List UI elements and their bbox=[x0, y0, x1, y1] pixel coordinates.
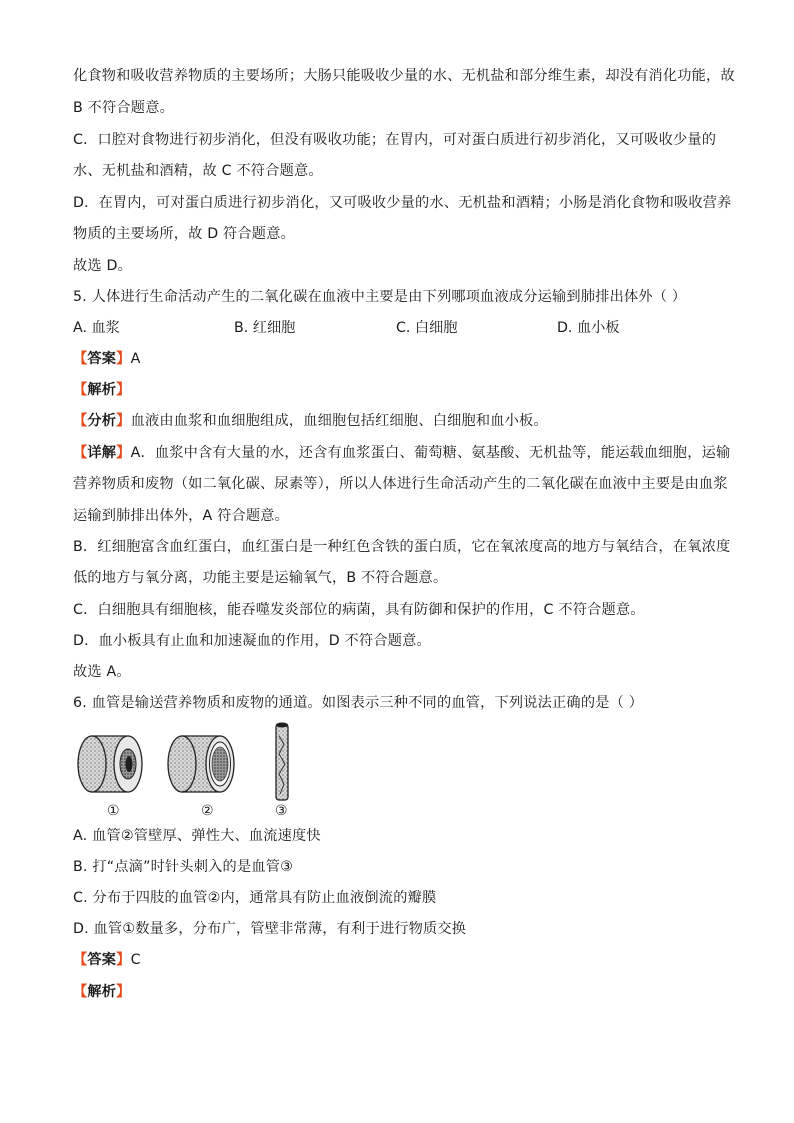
text-line: 化食物和吸收营养物质的主要场所；大肠只能吸收少量的水、无机盐和部分维生素，却没有消化功能，故 bbox=[73, 68, 735, 84]
q5-option-d: D. 血小板 bbox=[557, 320, 620, 336]
detail-text: A．血浆中含有大量的水，还含有血浆蛋白、葡萄糖、氨基酸、无机盐等，能运载血细胞，运输 bbox=[130, 445, 731, 461]
text-line: 运输到肺排出体外，A 符合题意。 bbox=[73, 508, 290, 524]
question-6-stem: 6. 血管是输送营养物质和废物的通道。如图表示三种不同的血管，下列说法正确的是（ ） bbox=[73, 695, 644, 711]
fenxi-label: 【分析】 bbox=[73, 413, 131, 429]
q5-option-b: B. 红细胞 bbox=[234, 320, 296, 336]
text-line: C．口腔对食物进行初步消化，但没有吸收功能；在胃内，可对蛋白质进行初步消化，又可吸收少量的 bbox=[73, 132, 717, 148]
vessel-illustration bbox=[70, 722, 330, 802]
q5-fenxi bbox=[73, 411, 733, 431]
text-line: D．血小板具有止血和加速凝血的作用，D 不符合题意。 bbox=[73, 633, 431, 649]
figure-label-3: ③ bbox=[275, 803, 288, 819]
figure-label-1: ① bbox=[107, 803, 120, 819]
q5-analysis-heading bbox=[73, 380, 733, 400]
text-line: 水、无机盐和酒精，故 C 不符合题意。 bbox=[73, 163, 323, 179]
q6-answer bbox=[73, 950, 733, 970]
q6-option-d: D. 血管①数量多，分布广，管壁非常薄，有利于进行物质交换 bbox=[73, 921, 467, 937]
text-line: D．在胃内，可对蛋白质进行初步消化，又可吸收少量的水、无机盐和酒精；小肠是消化食物和吸收营养 bbox=[73, 195, 732, 211]
analysis-label: 【解析】 bbox=[73, 984, 131, 1000]
answer-value: C bbox=[130, 952, 141, 968]
q5-answer bbox=[73, 349, 733, 369]
text-line: 故选 D。 bbox=[73, 258, 132, 274]
text-line: B．红细胞富含血红蛋白，血红蛋白是一种红色含铁的蛋白质，它在氧浓度高的地方与氧结合，在氧浓度 bbox=[73, 539, 731, 555]
text-line: C．白细胞具有细胞核，能吞噬发炎部位的病菌，具有防御和保护的作用，C 不符合题意。 bbox=[73, 602, 645, 618]
question-5-stem: 5. 人体进行生命活动产生的二氧化碳在血液中主要是由下列哪项血液成分运输到肺排出体外（ ） bbox=[73, 289, 687, 305]
text-line: 营养物质和废物（如二氧化碳、尿素等），所以人体进行生命活动产生的二氧化碳在血液中主要是由血浆 bbox=[73, 476, 728, 492]
answer-label: 【答案】 bbox=[73, 351, 131, 367]
text-line: 故选 A。 bbox=[73, 664, 131, 680]
text-line: 低的地方与氧分离，功能主要是运输氧气，B 不符合题意。 bbox=[73, 570, 448, 586]
detail-label: 【详解】 bbox=[73, 445, 131, 461]
blood-vessel-figure bbox=[70, 722, 330, 822]
answer-label: 【答案】 bbox=[73, 952, 131, 968]
text-line: B 不符合题意。 bbox=[73, 100, 174, 116]
vessel-3 bbox=[276, 723, 288, 801]
figure-label-2: ② bbox=[201, 803, 214, 819]
vessel-2 bbox=[168, 736, 234, 792]
fenxi-text: 血液由血浆和血细胞组成，血细胞包括红细胞、白细胞和血小板。 bbox=[130, 413, 548, 429]
vessel-1 bbox=[78, 736, 142, 792]
answer-value: A bbox=[130, 351, 141, 367]
q6-option-a: A. 血管②管壁厚、弹性大、血流速度快 bbox=[73, 828, 321, 844]
q5-detail bbox=[73, 443, 733, 463]
text-line: 物质的主要场所，故 D 符合题意。 bbox=[73, 226, 295, 242]
q6-analysis-heading bbox=[73, 982, 733, 1002]
analysis-label: 【解析】 bbox=[73, 382, 131, 398]
q5-option-c: C. 白细胞 bbox=[396, 320, 458, 336]
q6-option-b: B. 打“点滴”时针头刺入的是血管③ bbox=[73, 859, 294, 875]
q5-option-a: A. 血浆 bbox=[73, 320, 120, 336]
q6-option-c: C. 分布于四肢的血管②内，通常具有防止血液倒流的瓣膜 bbox=[73, 890, 437, 906]
